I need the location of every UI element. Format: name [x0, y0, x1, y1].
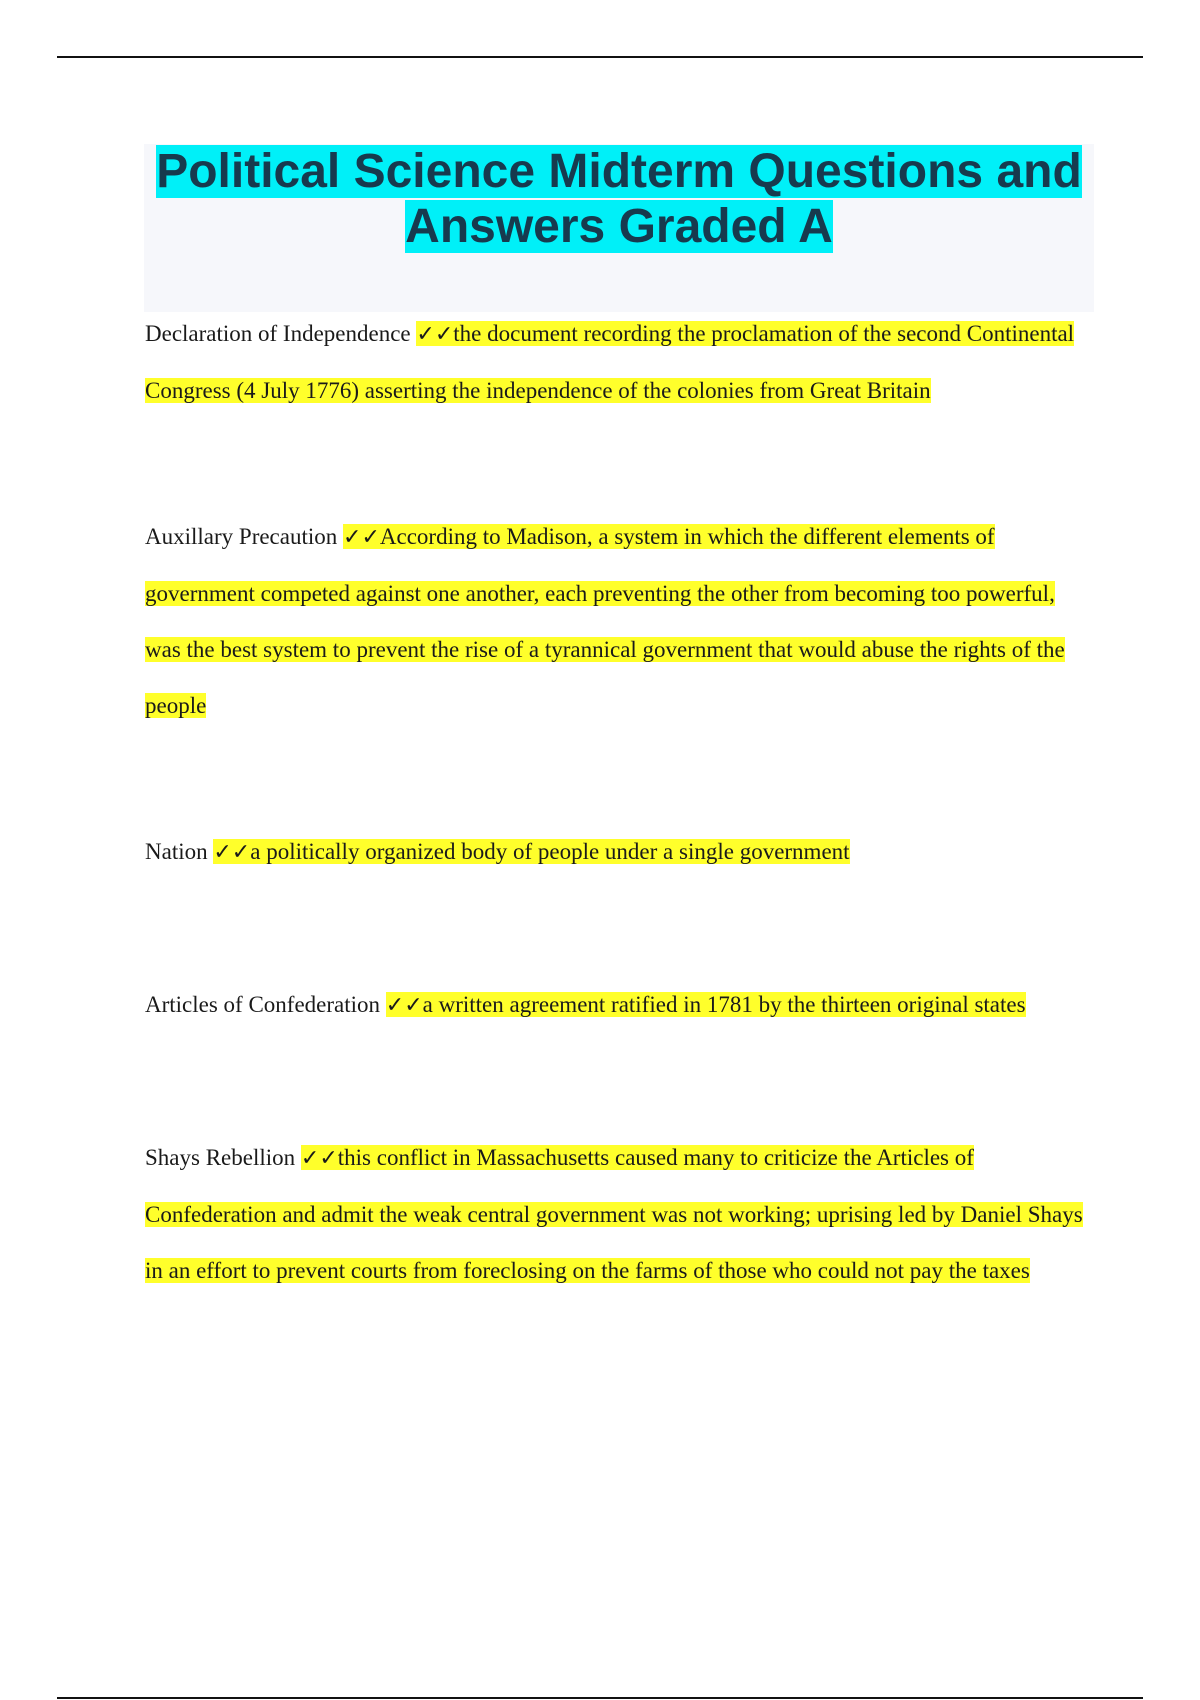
qa-list [145, 306, 1095, 1299]
entry-answer-highlight [386, 992, 1026, 1017]
title-block [144, 144, 1094, 312]
entry-answer: a politically organized body of people under a single government [250, 839, 850, 864]
entry-term: Articles of Confederation [145, 992, 381, 1017]
entry-answer-highlight [213, 839, 849, 864]
entry-term: Declaration of Independence [145, 321, 411, 346]
entry-answer: According to Madison, a system in which the different elements of government competed against one another, each preventing the other from becoming too powerful, was the best system to prevent the rise of a tyrannical government that would abuse the rights of the people [145, 524, 1065, 718]
entry-term: Shays Rebellion [145, 1145, 296, 1170]
qa-entry [145, 306, 1095, 419]
double-check-icon: ✓✓ [385, 993, 423, 1018]
qa-entry [145, 509, 1095, 734]
entry-term: Auxillary Precaution [145, 524, 338, 549]
entry-term: Nation [145, 839, 208, 864]
entry-answer: the document recording the proclamation of the second Continental Congress (4 July 1776) asserting the independence of the colonies from Great Britain [145, 321, 1075, 403]
entry-answer: a written agreement ratified in 1781 by the thirteen original states [422, 992, 1026, 1017]
bottom-divider [57, 1697, 1143, 1699]
qa-entry [145, 1130, 1095, 1299]
qa-entry [145, 977, 1095, 1034]
double-check-icon: ✓✓ [343, 525, 380, 550]
double-check-icon: ✓✓ [300, 1146, 338, 1171]
document-title: Political Science Midterm Questions and Answers Graded A [156, 145, 1082, 253]
entry-answer: this conflict in Massachusetts caused many to criticize the Articles of Confederation and admit the weak central government was not working; uprising led by Daniel Shays in an effort to prevent courts from foreclosing on the farms of those who could not pay the taxes [145, 1145, 1083, 1283]
double-check-icon: ✓✓ [213, 840, 251, 865]
qa-entry [145, 824, 1095, 881]
entry-answer-highlight [145, 524, 1065, 718]
double-check-icon: ✓✓ [416, 322, 454, 347]
top-divider [57, 56, 1143, 58]
